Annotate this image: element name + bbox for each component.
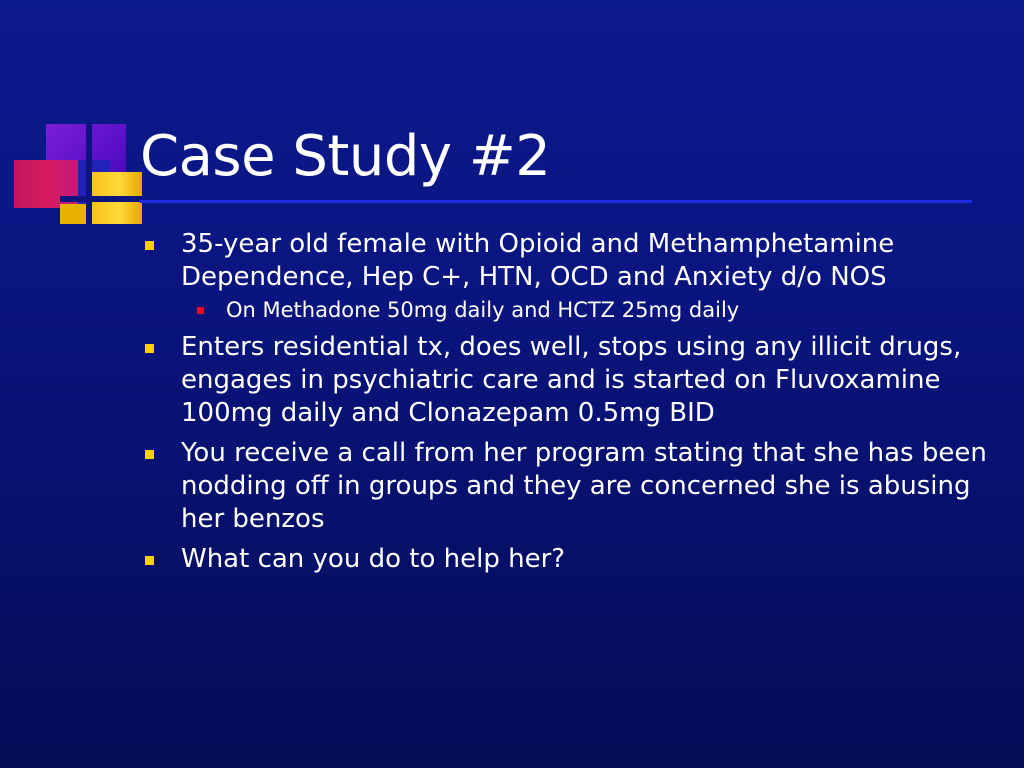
yellow-square-bullet-icon	[145, 241, 154, 250]
yellow-square-bullet-icon	[145, 344, 154, 353]
bullet-text: You receive a call from her program stating that she has been nodding off in groups and they are concerned she is abusing her benzos	[181, 438, 987, 534]
bullet-text: Enters residential tx, does well, stops using any illicit drugs, engages in psychiatric care and is started on Fluvoxamine 100mg daily and Clonazepam 0.5mg BID	[181, 332, 962, 428]
logo-divider-vertical	[86, 122, 92, 226]
sub-bullet-item	[181, 296, 990, 324]
bullet-item	[140, 228, 990, 324]
bullet-text: What can you do to help her?	[181, 544, 566, 574]
decorative-squares-logo	[0, 0, 160, 240]
slide-title: Case Study #2	[140, 124, 551, 189]
sub-bullet-list	[181, 296, 990, 324]
bullet-item	[140, 543, 990, 576]
logo-divider-horizontal	[60, 196, 144, 202]
bullet-list	[140, 228, 990, 576]
bullet-text: 35-year old female with Opioid and Methamphetamine Dependence, Hep C+, HTN, OCD and Anxiety d/o NOS	[181, 229, 895, 292]
slide-body	[140, 228, 990, 583]
yellow-small-square	[60, 204, 86, 224]
red-square-bullet-icon	[197, 307, 204, 314]
sub-bullet-text: On Methadone 50mg daily and HCTZ 25mg daily	[226, 298, 740, 322]
yellow-square-bullet-icon	[145, 556, 154, 565]
bullet-item	[140, 331, 990, 430]
bullet-item	[140, 437, 990, 536]
title-underline	[140, 200, 972, 203]
yellow-square-bullet-icon	[145, 450, 154, 459]
